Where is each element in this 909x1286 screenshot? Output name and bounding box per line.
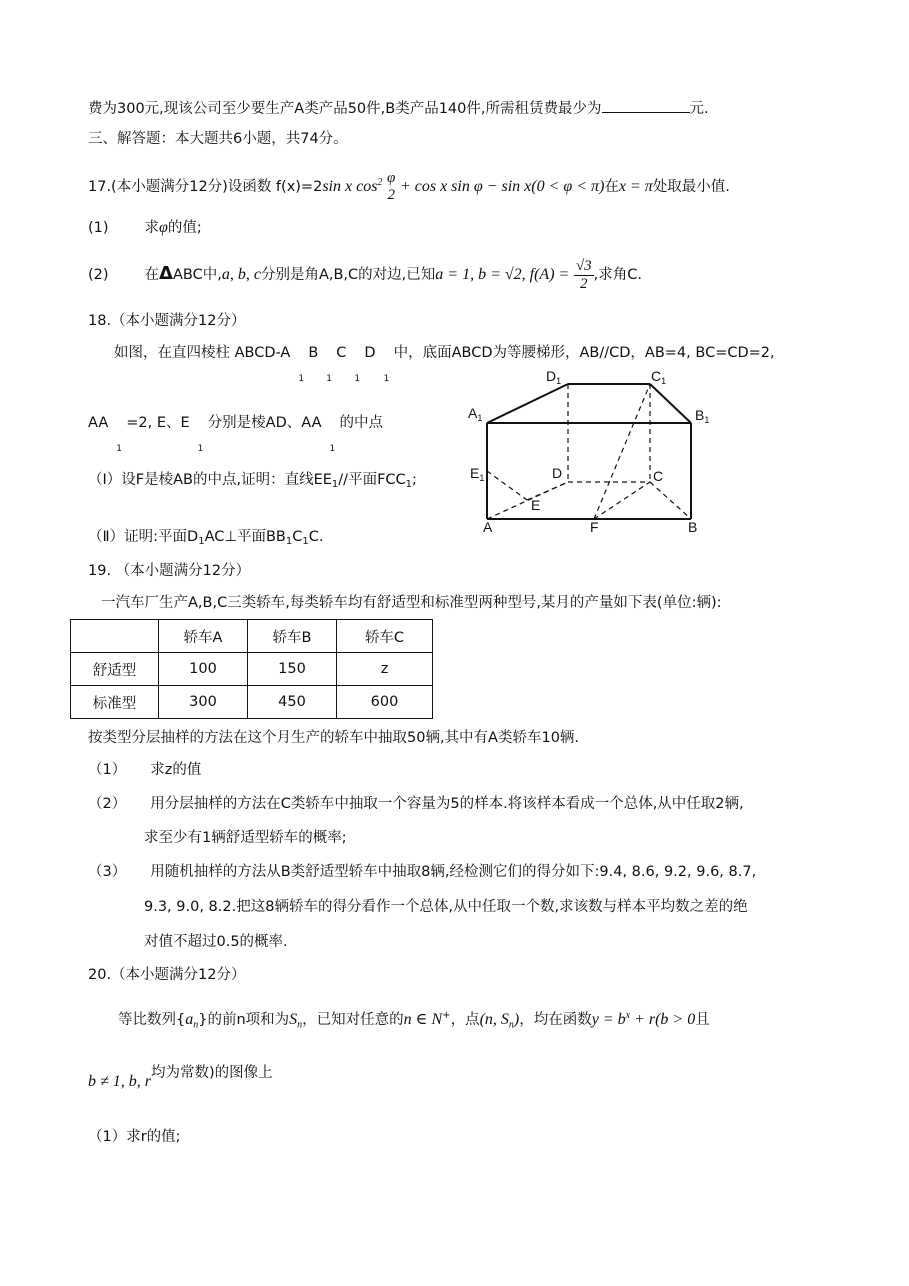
q19-part3-cont1: 9.3, 9.0, 8.2.把这8辆轿车的得分看作一个总体,从中任取一个数,求该数与样本平均数之差的绝 [144,899,748,915]
q17-part2: (2) 在ΔABC中,a, b, c分别是角A,B,C的对边,已知a = 1, b = √2, f(A) = $\frac{√3}{2}$ ,求角C. [88,257,643,292]
label-B1: $B_1$ [695,407,710,425]
q19-after-table: 按类型分层抽样的方法在这个月生产的轿车中抽取50辆,其中有A类轿车10辆. [88,730,580,746]
table-header-row: 轿车A 轿车B 轿车C [71,620,433,653]
label-D1: $D_1$ [546,368,562,386]
q19-part2: （2） 用分层抽样的方法在C类轿车中抽取一个容量为5的样本.将该样本看成一个总体,从中任取2辆, [88,796,744,812]
q17-statement: 17.(本小题满分12分)设函数 f(x)=2sin x $\cos^2$ φ 2 + cos x sin φ − sin x(0 < φ < π)在x = π处取最小值. [88,169,730,203]
q19-part2-cont: 求至少有1辆舒适型轿车的概率; [144,830,347,846]
production-table [70,619,433,719]
phi-half-fraction: φ 2 [387,169,396,203]
q18-part1: （Ⅰ）设F是棱AB的中点,证明：直线$EE_1//$平面$FCC_1$; [88,472,417,490]
table-row: 标准型 300 450 600 [71,686,433,719]
sqrt3-half-fraction: $\frac{√3}{2}$ [575,257,592,292]
q18-line2: AA 1 =2, E、E 1 分别是棱AD、AA 1 的中点 [88,415,383,454]
label-E1: $E_1$ [470,465,485,483]
label-F: F [590,519,599,535]
label-E: E [531,497,541,513]
q20-line1: 等比数列$\{a_n\}$的前n项和为$S_n$，已知对任意的n ∈ N+，点(n, $S_n$)，均在函数$y = b^x + r(b > 0$且 [118,1010,710,1031]
table-row: 舒适型 100 150 z [71,653,433,686]
label-D: D [552,465,563,481]
label-C1: $C_1$ [651,368,667,386]
label-C: C [653,468,664,484]
label-B: B [688,519,698,535]
q19-part3-cont2: 对值不超过0.5的概率. [144,934,288,950]
label-A: A [483,519,493,535]
label-A1: $A_1$ [468,405,483,423]
answer-blank [602,98,690,113]
section-heading: 三、解答题：本大题共6小题，共74分。 [88,131,348,147]
q17-part1: (1) 求φ的值; [88,219,202,236]
prism-figure [460,362,722,540]
q19-header: 19. （本小题满分12分） [88,563,251,579]
continued-line: 费为300元,现该公司至少要生产A类产品50件,B类产品140件,所需租赁费最少为 元. [88,98,709,119]
q18-part2: （Ⅱ）证明:平面$D_1AC\perp$平面$BB_1C_1C$. [88,529,324,547]
q19-part1: （1） 求z的值 [88,762,202,778]
q18-header: 18.（本小题满分12分） [88,313,246,329]
q20-line2: b ≠ 1, b, r均为常数)的图像上 [88,1065,273,1090]
q20-header: 20.（本小题满分12分） [88,967,246,983]
q18-line1: 如图，在直四棱柱 ABCD-A 1 B 1 C 1 D 1 中，底面ABCD为等腰梯形，AB//CD，AB=4, BC=CD=2, [114,345,775,384]
q19-part3: （3） 用随机抽样的方法从B类舒适型轿车中抽取8辆,经检测它们的得分如下:9.4, 8.6, 9.2, 9.6, 8.7, [88,864,757,880]
q20-part1: （1）求r的值; [88,1129,181,1145]
q19-intro: 一汽车厂生产A,B,C三类轿车,每类轿车均有舒适型和标准型两种型号,某月的产量如下表(单位:辆): [101,595,722,611]
